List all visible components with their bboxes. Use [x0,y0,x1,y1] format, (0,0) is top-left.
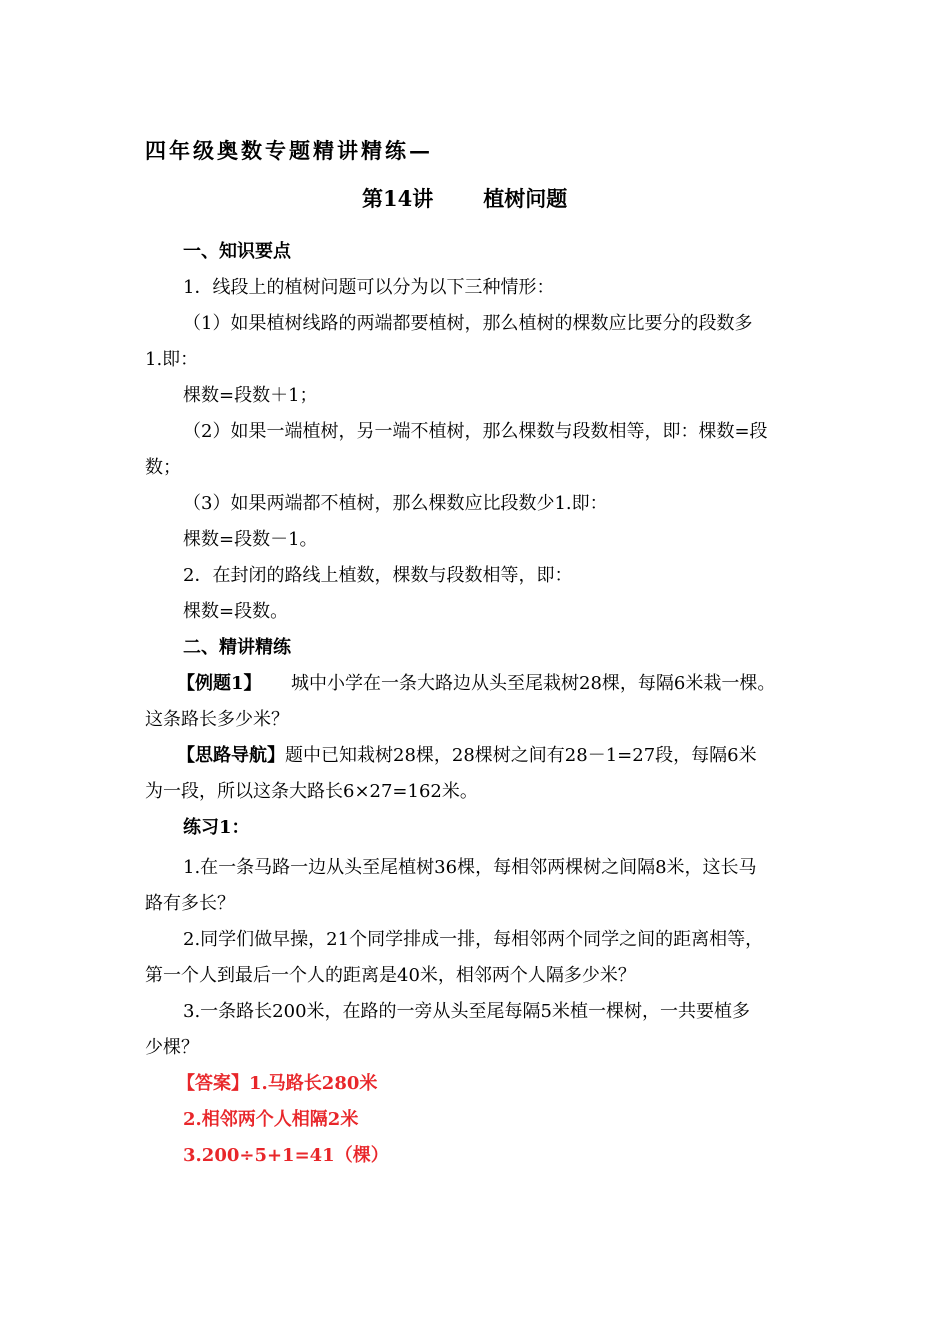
question-3: 3.一条路长200米，在路的一旁从头至尾每隔5米植一棵树，一共要植多 [183,1001,750,1022]
question-1: 1.在一条马路一边从头至尾植树36棵，每相邻两棵树之间隔8米，这长马 [183,857,757,878]
practice-heading: 练习1： [183,817,250,838]
question-1-continued: 路有多长？ [145,893,235,914]
lecture-topic: 植树问题 [483,186,568,211]
example-text-continued: 这条路长多少米？ [145,709,289,730]
answer-3: 3.200÷5+1=41（棵） [183,1145,389,1166]
nav-text-continued: 为一段，所以这条大路长6×27=162米。 [145,781,478,802]
example-1 [177,672,775,696]
formula: 棵数=段数－1。 [183,529,318,550]
paragraph: 2．在封闭的路线上植数，棵数与段数相等，即： [183,565,573,586]
header-title: 四年级奥数专题精讲精练— [145,138,433,163]
question-2-continued: 第一个人到最后一个人的距离是40米，相邻两个人隔多少米？ [145,965,636,986]
answer-1 [177,1072,377,1096]
question-3-continued: 少棵？ [145,1037,199,1058]
nav-text: 题中已知栽树28棵，28棵树之间有28－1=27段，每隔6米 [285,745,757,766]
example-text: 城中小学在一条大路边从头至尾栽树28棵，每隔6米栽一棵。 [291,673,776,694]
paragraph: （3）如果两端都不植树，那么棵数应比段数少1.即： [183,493,608,514]
lecture-number: 第14讲 [362,186,434,211]
example-label: 【例题1】 [177,673,262,694]
section-heading-practice: 二、精讲精练 [183,637,291,658]
answer-2: 2.相邻两个人相隔2米 [183,1109,359,1130]
nav-label: 【思路导航】 [177,745,285,766]
formula: 棵数=段数＋1； [183,385,318,406]
question-2: 2.同学们做早操，21个同学排成一排，每相邻两个同学之间的距离相等， [183,929,764,950]
paragraph: 1．线段上的植树问题可以分为以下三种情形： [183,277,555,298]
paragraph: 1.即： [145,349,199,370]
paragraph: （2）如果一端植树，另一端不植树，那么棵数与段数相等，即：棵数=段 [183,421,768,442]
section-heading-knowledge: 一、知识要点 [183,241,291,262]
paragraph: 数； [145,457,181,478]
paragraph: （1）如果植树线路的两端都要植树，那么植树的棵数应比要分的段数多 [183,313,753,334]
formula: 棵数=段数。 [183,601,289,622]
solution-nav [177,744,757,768]
answer-text: 1.马路长280米 [249,1073,378,1094]
answer-label: 【答案】 [177,1073,249,1094]
lecture-title [362,187,567,211]
